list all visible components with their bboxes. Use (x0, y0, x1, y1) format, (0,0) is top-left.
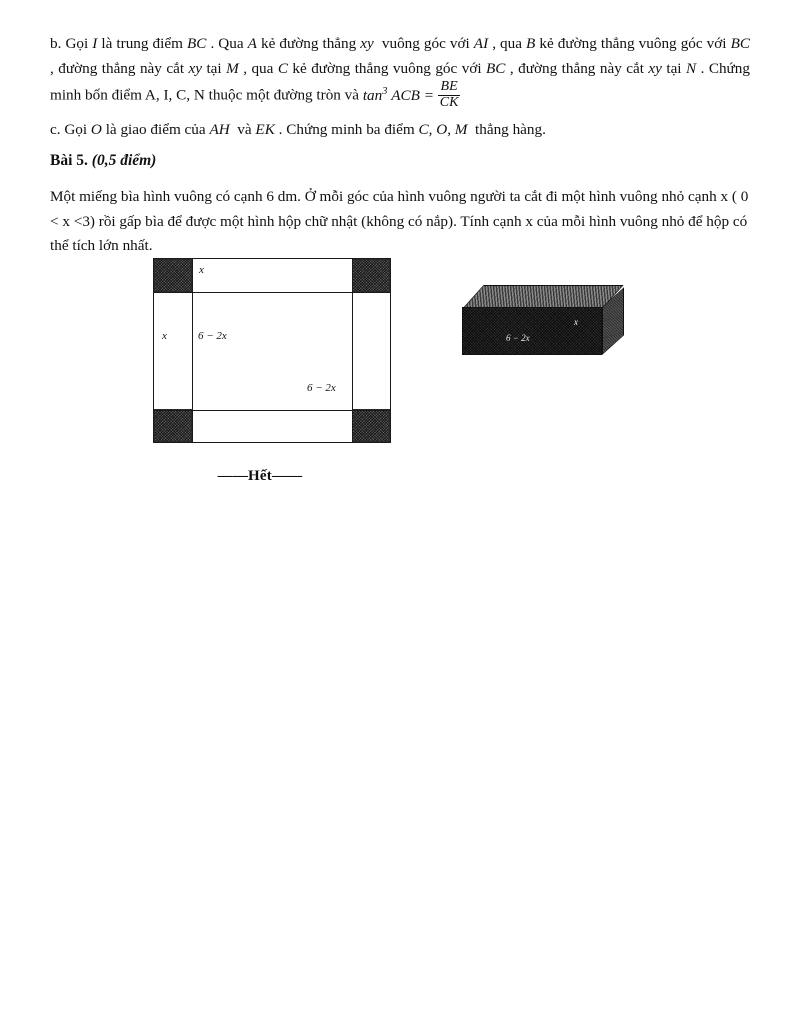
cut-corner-top-right (352, 259, 390, 292)
paragraph-part-c: c. Gọi O là giao điểm của AH và EK . Chứng minh ba điểm C, O, M thẳng hàng. (50, 120, 546, 138)
box-label-length: 6 − 2x (506, 333, 530, 343)
formula-equals: = (423, 86, 434, 104)
box-front-face (462, 307, 602, 355)
box-top-face (462, 285, 624, 309)
net-label-x-top: x (199, 264, 204, 276)
exercise-5-heading (50, 152, 750, 170)
box-3d-figure (462, 285, 642, 363)
cut-corner-bottom-right (352, 409, 390, 442)
document-body (50, 32, 750, 274)
figures-area (50, 250, 750, 500)
fold-line-top (154, 292, 390, 293)
cut-corner-bottom-left (154, 409, 192, 442)
fraction-numerator: BE (440, 79, 458, 95)
exercise-5-label: Bài 5. (50, 152, 88, 170)
formula-angle: ACB (391, 86, 420, 104)
cut-corner-top-left (154, 259, 192, 292)
formula-fraction (438, 80, 461, 110)
net-label-x-left: x (162, 330, 167, 342)
fold-line-left (192, 259, 193, 442)
document-footer: ——Hết—— (217, 468, 303, 484)
cardboard-net-figure (153, 258, 391, 443)
fold-line-bottom (154, 410, 390, 411)
formula-exponent: 3 (382, 85, 388, 97)
fraction-denominator: CK (439, 94, 459, 110)
formula-tangent: $\tan^3$ ACB = (362, 85, 434, 104)
exercise-5-points: (0,5 điểm) (91, 152, 157, 170)
exercise-5-body: Một miếng bìa hình vuông có cạnh 6 dm. Ở mỗi góc của hình vuông người ta cắt đi một hình vuông nhỏ cạnh x ( 0 < x <3) rồi gấp bìa để được một hình hộp chữ nhật (không có nắp). Tính cạnh x của mỗi hình vuông nhỏ để hộp có thể tích lớn nhất. (50, 188, 749, 255)
paragraph-part-b: b. Gọi I là trung điểm BC . Qua A kẻ đường thẳng xy vuông góc với AI , qua B kẻ đường thẳng vuông góc với BC , đường thẳng này cắt xy tại M , qua C kẻ đường thẳng vuông góc với BC , đường thẳng này cắt xy tại N . Chứng minh bốn điểm A, I, C, N thuộc một đường tròn và $\tan^3$ ACB = $\frac{BE}{CK}$ (50, 35, 750, 110)
net-label-height: 6 − 2x (198, 330, 227, 342)
fold-line-right (352, 259, 353, 442)
net-label-width: 6 − 2x (307, 382, 336, 394)
box-label-height: x (574, 317, 578, 327)
